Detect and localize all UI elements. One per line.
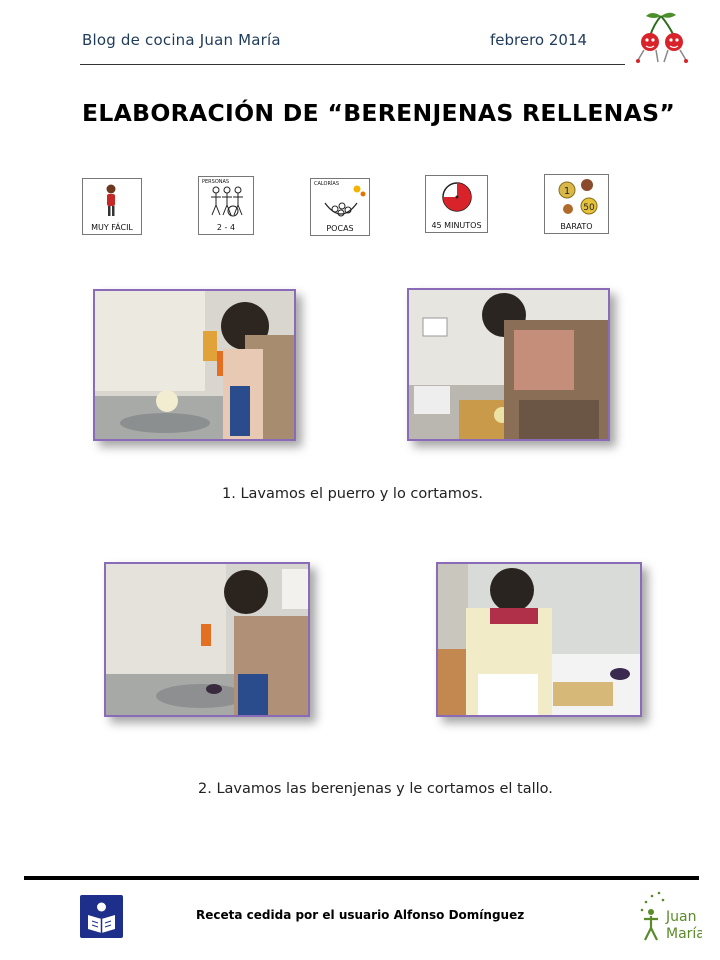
clock-icon xyxy=(426,176,489,220)
step1-caption: 1. Lavamos el puerro y lo cortamos. xyxy=(222,486,483,502)
servings-card xyxy=(198,176,254,235)
cost-label: BARATO xyxy=(560,222,593,231)
step1-photo-right xyxy=(407,288,610,441)
difficulty-card xyxy=(82,178,142,235)
coin-1-value: 1 xyxy=(563,186,571,197)
cherry-logo-icon xyxy=(632,10,690,66)
coin-50-value: 50 xyxy=(583,203,595,213)
difficulty-label: MUY FÁCIL xyxy=(91,223,133,232)
page-title: ELABORACIÓN DE “BERENJENAS RELLENAS” xyxy=(82,99,676,127)
header-date: febrero 2014 xyxy=(490,31,588,49)
logo-text-juan: Juan xyxy=(666,909,697,925)
juan-maria-logo xyxy=(636,888,702,946)
cost-card xyxy=(544,174,609,234)
blog-title: Blog de cocina Juan María xyxy=(82,31,281,49)
easy-person-icon xyxy=(83,179,143,223)
easy-read-logo-icon xyxy=(80,895,123,938)
step1-photo-left xyxy=(93,289,296,441)
time-card xyxy=(425,175,488,233)
time-label: 45 MINUTOS xyxy=(431,221,482,230)
step2-photo-right xyxy=(436,562,642,717)
step2-caption: 2. Lavamos las berenjenas y le cortamos el tallo. xyxy=(198,781,553,797)
header-divider xyxy=(80,64,625,65)
calories-top-label: CALORÍAS xyxy=(314,181,339,187)
coins-icon xyxy=(545,175,610,221)
step2-photo-left xyxy=(104,562,310,717)
calories-label: POCAS xyxy=(326,224,354,233)
recipe-credit: Receta cedida por el usuario Alfonso Domínguez xyxy=(196,908,525,922)
servings-label: 2 - 4 xyxy=(216,223,236,232)
footer-divider xyxy=(24,876,699,880)
juan-maria-logo-icon xyxy=(636,888,702,946)
servings-top-label: PERSONAS xyxy=(202,179,230,185)
logo-text-maria: María xyxy=(666,926,702,942)
calories-card xyxy=(310,178,370,236)
